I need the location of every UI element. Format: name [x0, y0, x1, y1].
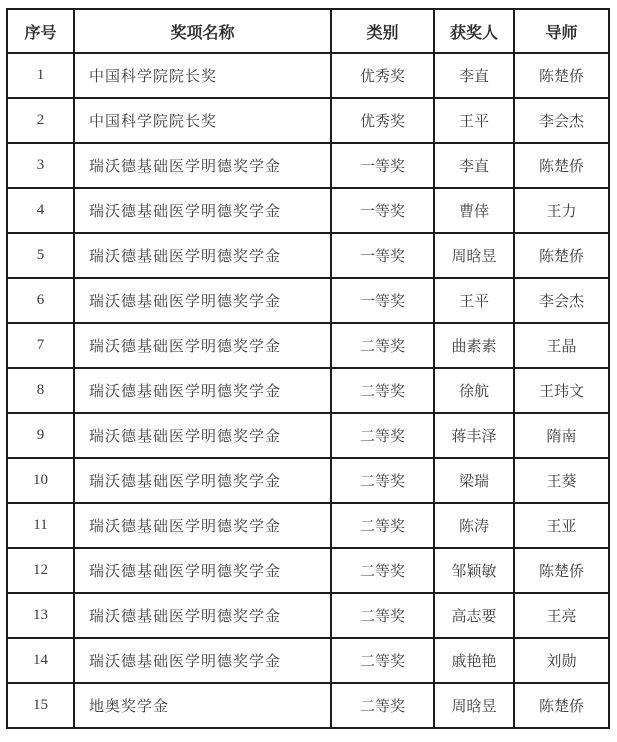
- table-cell: 地奥奖学金: [74, 683, 331, 728]
- table-cell: 刘勋: [514, 638, 609, 683]
- table-body: [7, 53, 609, 728]
- table-cell: 瑞沃德基础医学明德奖学金: [74, 548, 331, 593]
- table-cell: 2: [7, 98, 74, 143]
- table-cell: 8: [7, 368, 74, 413]
- table-row: [7, 323, 609, 368]
- table-cell: 瑞沃德基础医学明德奖学金: [74, 323, 331, 368]
- table-cell: 瑞沃德基础医学明德奖学金: [74, 593, 331, 638]
- table-cell: 王亮: [514, 593, 609, 638]
- table-cell: 邹颖敏: [434, 548, 514, 593]
- header-row: [7, 9, 609, 53]
- table-row: [7, 98, 609, 143]
- table-cell: 徐航: [434, 368, 514, 413]
- table-cell: 蒋丰泽: [434, 413, 514, 458]
- table-row: [7, 278, 609, 323]
- table-cell: 一等奖: [331, 143, 434, 188]
- header-cell-index: 序号: [7, 9, 74, 53]
- table-cell: 李会杰: [514, 98, 609, 143]
- table-cell: 瑞沃德基础医学明德奖学金: [74, 638, 331, 683]
- table-cell: 6: [7, 278, 74, 323]
- table-cell: 曹倖: [434, 188, 514, 233]
- table-cell: 瑞沃德基础医学明德奖学金: [74, 503, 331, 548]
- table-cell: 10: [7, 458, 74, 503]
- table-cell: 曲素素: [434, 323, 514, 368]
- table-cell: 隋南: [514, 413, 609, 458]
- table-cell: 瑞沃德基础医学明德奖学金: [74, 368, 331, 413]
- table-cell: 3: [7, 143, 74, 188]
- table-cell: 中国科学院院长奖: [74, 53, 331, 98]
- table-cell: 陈楚侨: [514, 548, 609, 593]
- table-cell: 1: [7, 53, 74, 98]
- table-cell: 王玮文: [514, 368, 609, 413]
- table-cell: 二等奖: [331, 503, 434, 548]
- header-cell-award: 奖项名称: [74, 9, 331, 53]
- table-cell: 李会杰: [514, 278, 609, 323]
- table-row: [7, 188, 609, 233]
- table-row: [7, 143, 609, 188]
- table-cell: 一等奖: [331, 188, 434, 233]
- table-cell: 中国科学院院长奖: [74, 98, 331, 143]
- table-row: [7, 413, 609, 458]
- table-cell: 陈楚侨: [514, 233, 609, 278]
- table-cell: 一等奖: [331, 278, 434, 323]
- table-cell: 优秀奖: [331, 98, 434, 143]
- table-cell: 高志要: [434, 593, 514, 638]
- awards-table-container: [6, 8, 610, 729]
- table-cell: 二等奖: [331, 413, 434, 458]
- table-row: [7, 233, 609, 278]
- table-row: [7, 368, 609, 413]
- table-cell: 周晗昱: [434, 683, 514, 728]
- table-row: [7, 503, 609, 548]
- table-cell: 二等奖: [331, 593, 434, 638]
- table-cell: 9: [7, 413, 74, 458]
- table-cell: 瑞沃德基础医学明德奖学金: [74, 188, 331, 233]
- table-cell: 陈楚侨: [514, 53, 609, 98]
- table-cell: 二等奖: [331, 368, 434, 413]
- header-cell-category: 类别: [331, 9, 434, 53]
- table-cell: 二等奖: [331, 638, 434, 683]
- table-cell: 14: [7, 638, 74, 683]
- table-cell: 梁瑞: [434, 458, 514, 503]
- table-cell: 瑞沃德基础医学明德奖学金: [74, 413, 331, 458]
- table-cell: 周晗昱: [434, 233, 514, 278]
- table-cell: 一等奖: [331, 233, 434, 278]
- table-cell: 二等奖: [331, 548, 434, 593]
- table-cell: 瑞沃德基础医学明德奖学金: [74, 278, 331, 323]
- table-header: [7, 9, 609, 53]
- table-cell: 瑞沃德基础医学明德奖学金: [74, 233, 331, 278]
- table-cell: 王晶: [514, 323, 609, 368]
- table-cell: 5: [7, 233, 74, 278]
- table-cell: 7: [7, 323, 74, 368]
- table-row: [7, 548, 609, 593]
- table-row: [7, 683, 609, 728]
- table-cell: 王亚: [514, 503, 609, 548]
- table-cell: 11: [7, 503, 74, 548]
- header-cell-advisor: 导师: [514, 9, 609, 53]
- table-cell: 12: [7, 548, 74, 593]
- table-cell: 李直: [434, 53, 514, 98]
- table-cell: 王力: [514, 188, 609, 233]
- table-row: [7, 638, 609, 683]
- table-cell: 李直: [434, 143, 514, 188]
- table-row: [7, 53, 609, 98]
- table-cell: 瑞沃德基础医学明德奖学金: [74, 458, 331, 503]
- table-cell: 优秀奖: [331, 53, 434, 98]
- table-row: [7, 593, 609, 638]
- table-cell: 陈涛: [434, 503, 514, 548]
- table-cell: 13: [7, 593, 74, 638]
- table-cell: 二等奖: [331, 458, 434, 503]
- table-cell: 王平: [434, 278, 514, 323]
- table-cell: 陈楚侨: [514, 143, 609, 188]
- awards-table: [6, 8, 610, 729]
- table-cell: 戚艳艳: [434, 638, 514, 683]
- table-cell: 4: [7, 188, 74, 233]
- table-cell: 二等奖: [331, 683, 434, 728]
- header-cell-winner: 获奖人: [434, 9, 514, 53]
- table-row: [7, 458, 609, 503]
- table-cell: 陈楚侨: [514, 683, 609, 728]
- table-cell: 王平: [434, 98, 514, 143]
- table-cell: 15: [7, 683, 74, 728]
- table-cell: 二等奖: [331, 323, 434, 368]
- table-cell: 王葵: [514, 458, 609, 503]
- table-cell: 瑞沃德基础医学明德奖学金: [74, 143, 331, 188]
